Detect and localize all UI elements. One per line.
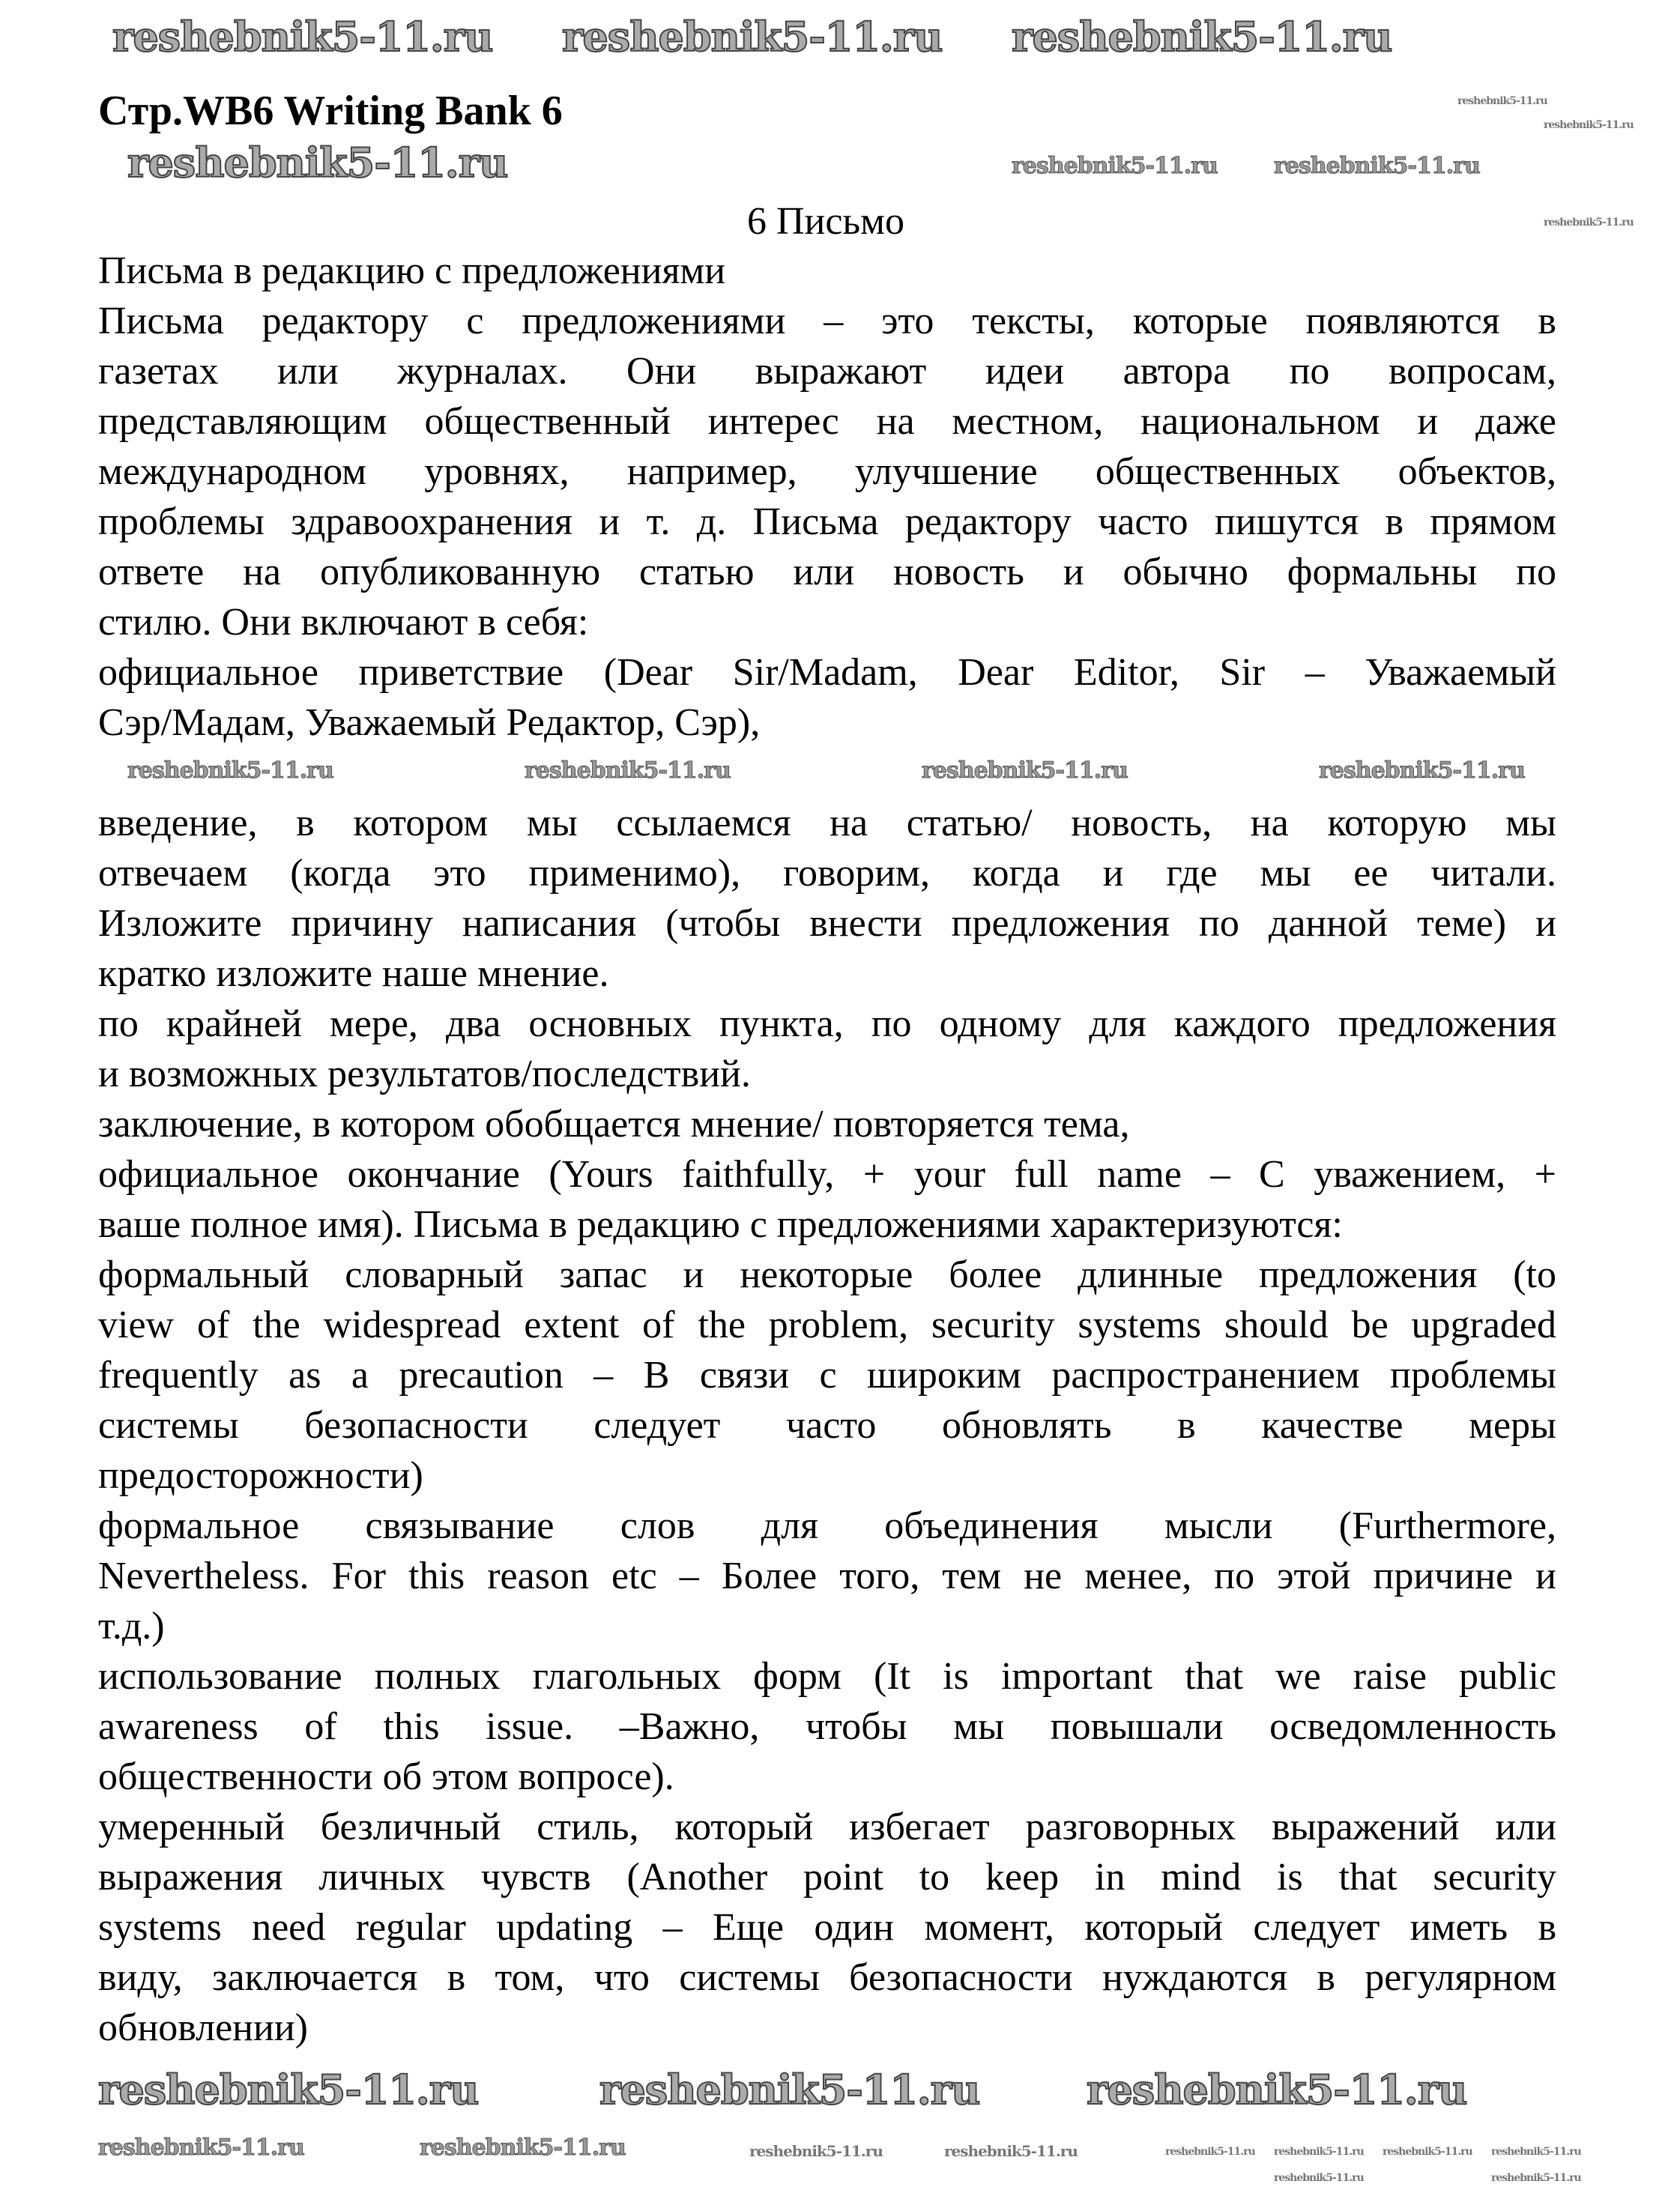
paragraph-linking — [98, 1501, 1556, 1651]
text-line: Изложите причину написания (чтобы внести предложения по данной теме) и — [98, 902, 1556, 945]
text-line: формальный словарный запас и некоторые более длинные предложения (to — [98, 1253, 1556, 1296]
text-line: введение, в котором мы ссылаемся на статью/ новость, на которую мы — [98, 802, 1556, 844]
watermark: reshebnik5-11.ru — [1165, 2146, 1255, 2158]
text-line: системы безопасности следует часто обновлять в качестве меры — [98, 1404, 1556, 1447]
watermark: reshebnik5-11.ru — [127, 139, 508, 187]
text-line: представляющим общественный интерес на местном, национальном и даже — [98, 400, 1556, 443]
text-line: отвечаем (когда это применимо), говорим, когда и где мы ее читали. — [98, 852, 1556, 895]
text-line: умеренный безличный стиль, который избегает разговорных выражений или — [98, 1806, 1556, 1848]
text-line: awareness of this issue. –Важно, чтобы мы повышали осведомленность — [98, 1705, 1556, 1748]
text-line: виду, заключается в том, что системы безопасности нуждаются в регулярном — [98, 1956, 1556, 1999]
watermark: reshebnik5-11.ru — [1544, 217, 1634, 229]
watermark: reshebnik5-11.ru — [1491, 2146, 1581, 2158]
watermark: reshebnik5-11.ru — [944, 2142, 1078, 2160]
text-line: ваше полное имя). Письма в редакцию с предложениями характеризуются: — [98, 1203, 1343, 1246]
paragraph-ending — [98, 1149, 1556, 1250]
paragraph-greeting — [98, 647, 1556, 748]
watermark: reshebnik5-11.ru — [599, 2066, 980, 2114]
watermark: reshebnik5-11.ru — [1087, 2066, 1467, 2114]
paragraph-main-points — [98, 999, 1556, 1099]
watermark: reshebnik5-11.ru — [112, 13, 493, 61]
paragraph-intro — [98, 296, 1556, 647]
text-line: международном уровнях, например, улучшение общественных объектов, — [98, 450, 1556, 493]
page-title: Стр.WB6 Writing Bank 6 — [98, 88, 563, 134]
watermark: reshebnik5-11.ru — [749, 2142, 883, 2160]
watermark: reshebnik5-11.ru — [98, 2135, 304, 2161]
text-line: предосторожности) — [98, 1454, 423, 1497]
watermark: reshebnik5-11.ru — [1012, 13, 1392, 61]
watermark: reshebnik5-11.ru — [1319, 757, 1525, 784]
text-line: официальное приветствие (Dear Sir/Madam, Dear Editor, Sir – Уважаемый — [98, 651, 1556, 694]
text-line: использование полных глагольных форм (It is important that we raise public — [98, 1655, 1556, 1698]
watermark: reshebnik5-11.ru — [1491, 2172, 1581, 2184]
text-line: Письма редактору с предложениями – это тексты, которые появляются в — [98, 300, 1556, 342]
watermark: reshebnik5-11.ru — [562, 13, 943, 61]
watermark: reshebnik5-11.ru — [1274, 2172, 1364, 2184]
watermark: reshebnik5-11.ru — [1544, 119, 1634, 131]
paragraph-style — [98, 1802, 1556, 2053]
text-line: view of the widespread extent of the problem, security systems should be upgraded — [98, 1304, 1556, 1346]
watermark: reshebnik5-11.ru — [922, 757, 1128, 784]
paragraph-subtitle — [98, 246, 1556, 296]
text-line: общественности об этом вопросе). — [98, 1755, 674, 1798]
text-line: Сэр/Мадам, Уважаемый Редактор, Сэр), — [98, 701, 761, 744]
document-body — [98, 246, 1556, 2053]
watermark: reshebnik5-11.ru — [1274, 2146, 1364, 2158]
watermark: reshebnik5-11.ru — [525, 757, 731, 784]
text-line: газетах или журналах. Они выражают идеи автора по вопросам, — [98, 350, 1556, 393]
text-line: т.д.) — [98, 1605, 165, 1648]
text-line: заключение, в котором обобщается мнение/ повторяется тема, — [98, 1103, 1130, 1146]
watermark: reshebnik5-11.ru — [420, 2135, 626, 2161]
watermark: reshebnik5-11.ru — [1383, 2146, 1472, 2158]
text-line: Nevertheless. For this reason etc – Более того, тем не менее, по этой причине и — [98, 1555, 1556, 1597]
watermark: reshebnik5-11.ru — [1274, 153, 1480, 179]
paragraph-introduction — [98, 798, 1556, 999]
text-line: стилю. Они включают в себя: — [98, 601, 589, 644]
paragraph-vocabulary — [98, 1250, 1556, 1501]
text-line: по крайней мере, два основных пункта, по одному для каждого предложения — [98, 1002, 1556, 1045]
text-line: и возможных результатов/последствий. — [98, 1053, 751, 1095]
watermark: reshebnik5-11.ru — [98, 2066, 479, 2114]
text-line: systems need regular updating – Еще один момент, который следует иметь в — [98, 1906, 1556, 1949]
watermark: reshebnik5-11.ru — [1012, 153, 1218, 179]
text-line: Письма в редакцию с предложениями — [98, 249, 726, 292]
watermark: reshebnik5-11.ru — [127, 757, 333, 784]
text-line: официальное окончание (Yours faithfully, + your full name – С уважением, + — [98, 1153, 1556, 1196]
paragraph-verb-forms — [98, 1651, 1556, 1802]
text-line: ответе на опубликованную статью или новость и обычно формальны по — [98, 551, 1556, 593]
text-line: frequently as a precaution – В связи с широким распространением проблемы — [98, 1354, 1556, 1397]
section-heading: 6 Письмо — [746, 200, 905, 243]
text-line: проблемы здравоохранения и т. д. Письма редактору часто пишутся в прямом — [98, 500, 1556, 543]
text-line: формальное связывание слов для объединения мысли (Furthermore, — [98, 1504, 1556, 1547]
text-line: выражения личных чувств (Another point to keep in mind is that security — [98, 1856, 1556, 1899]
text-line: обновлении) — [98, 2006, 308, 2049]
text-line: кратко изложите наше мнение. — [98, 952, 609, 995]
paragraph-conclusion — [98, 1099, 1556, 1149]
watermark: reshebnik5-11.ru — [1457, 95, 1547, 107]
